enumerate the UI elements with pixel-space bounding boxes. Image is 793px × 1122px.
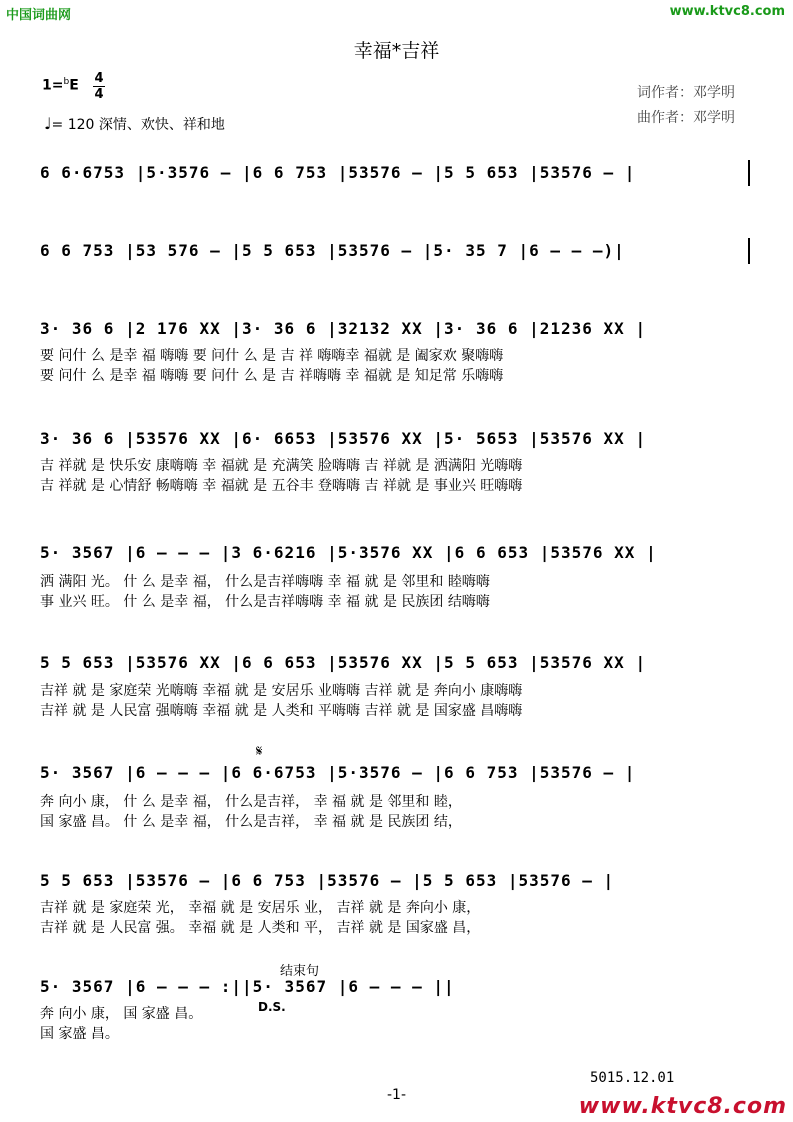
lyric-line-2: 吉祥 就 是 人民富 强。 幸福 就 是 人类和 平， 吉祥 就 是 国家盛 昌， [40, 920, 481, 936]
time-signature-top: 4 [94, 71, 104, 86]
score-system-4: 3· 36 6 |53576 XX |6· 6653 |53576 XX |5· 5653 |53576 XX | [40, 429, 647, 448]
lyric-line-2: 要 问什 么 是幸 福 嗨嗨 要 问什 么 是 吉 祥嗨嗨 幸 福就 是 知足常 乐嗨嗨 [40, 368, 504, 384]
lyric-line-2: 事 业兴 旺。 什 么 是幸 福， 什么是吉祥嗨嗨 幸 福 就 是 民族团 结嗨嗨 [40, 594, 490, 610]
site-url-right[interactable]: www.ktvc8.com [669, 4, 785, 19]
score-system-6: 5 5 653 |53576 XX |6 6 653 |53576 XX |5 5 653 |53576 XX | [40, 653, 647, 672]
lyric-line-2: 国 家盛 昌。 [40, 1026, 119, 1042]
lyric-line-1: 奔 向小 康， 国 家盛 昌。 [40, 1006, 203, 1022]
lyric-line-2: 吉 祥就 是 心情舒 畅嗨嗨 幸 福就 是 五谷丰 登嗨嗨 吉 祥就 是 事业兴 旺嗨嗨 [40, 478, 523, 494]
lyric-line-1: 吉祥 就 是 家庭荣 光， 幸福 就 是 安居乐 业， 吉祥 就 是 奔向小 康， [40, 900, 481, 916]
system-end-barline [748, 238, 750, 264]
page-title: 幸福*吉祥 [353, 40, 440, 62]
score-system-2: 6 6 753 |53 576 – |5 5 653 |53576 – |5· 35 7 |6 – – –)| [40, 241, 625, 260]
segno-sign: 𝄋 [256, 742, 263, 760]
watermark-logo: www.ktvc8.com [578, 1094, 787, 1119]
lyric-line-1: 奔 向小 康， 什 么 是幸 福， 什么是吉祥， 幸 福 就 是 邻里和 睦， [40, 794, 462, 810]
score-system-9: 5· 3567 |6 – – – :||5· 3567 |6 – – – || [40, 977, 455, 996]
tempo-text: = 120 深情、欢快、祥和地 [51, 117, 225, 133]
lyricist-credit: 词作者：邓学明 [637, 85, 735, 101]
system-end-barline [748, 160, 750, 186]
score-system-5: 5· 3567 |6 – – – |3 6·6216 |5·3576 XX |6 6 653 |53576 XX | [40, 543, 657, 562]
date-stamp: 5015.12.01 [590, 1070, 675, 1086]
site-name-left[interactable]: 中国词曲网 [6, 8, 72, 23]
page-number: -1- [386, 1087, 406, 1103]
score-system-1: 6 6·6753 |5·3576 – |6 6 753 |53576 – |5 5 653 |53576 – | [40, 163, 636, 182]
key-note: E [69, 77, 79, 94]
lyric-line-2: 吉祥 就 是 人民富 强嗨嗨 幸福 就 是 人类和 平嗨嗨 吉祥 就 是 国家盛 昌嗨嗨 [40, 703, 523, 719]
time-signature-bottom: 4 [94, 87, 104, 102]
lyric-line-1: 吉祥 就 是 家庭荣 光嗨嗨 幸福 就 是 安居乐 业嗨嗨 吉祥 就 是 奔向小 康嗨嗨 [40, 683, 523, 699]
flat-sign: b [63, 77, 70, 87]
quarter-note-icon: ♩ [44, 114, 52, 133]
lyric-line-1: 吉 祥就 是 快乐安 康嗨嗨 幸 福就 是 充满笑 脸嗨嗨 吉 祥就 是 洒满阳 光嗨嗨 [40, 458, 523, 474]
key-prefix: 1= [42, 77, 64, 94]
ending-label: 结束句 [280, 964, 320, 979]
time-signature [93, 72, 105, 101]
lyric-line-1: 洒 满阳 光。 什 么 是幸 福， 什么是吉祥嗨嗨 幸 福 就 是 邻里和 睦嗨嗨 [40, 574, 490, 590]
lyric-line-1: 要 问什 么 是幸 福 嗨嗨 要 问什 么 是 吉 祥 嗨嗨幸 福就 是 阖家欢 聚嗨嗨 [40, 348, 504, 364]
composer-credit: 曲作者：邓学明 [637, 110, 735, 126]
lyric-line-2: 国 家盛 昌。 什 么 是幸 福， 什么是吉祥， 幸 福 就 是 民族团 结， [40, 814, 462, 830]
score-system-7: 5· 3567 |6 – – – |6 6·6753 |5·3576 – |6 6 753 |53576 – | [40, 763, 636, 782]
score-system-3: 3· 36 6 |2 176 XX |3· 36 6 |32132 XX |3· 36 6 |21236 XX | [40, 319, 647, 338]
score-system-8: 5 5 653 |53576 – |6 6 753 |53576 – |5 5 653 |53576 – | [40, 871, 615, 890]
tempo-marking [44, 114, 225, 134]
dal-segno-mark: D.S. [258, 1000, 286, 1014]
key-signature [42, 77, 79, 94]
